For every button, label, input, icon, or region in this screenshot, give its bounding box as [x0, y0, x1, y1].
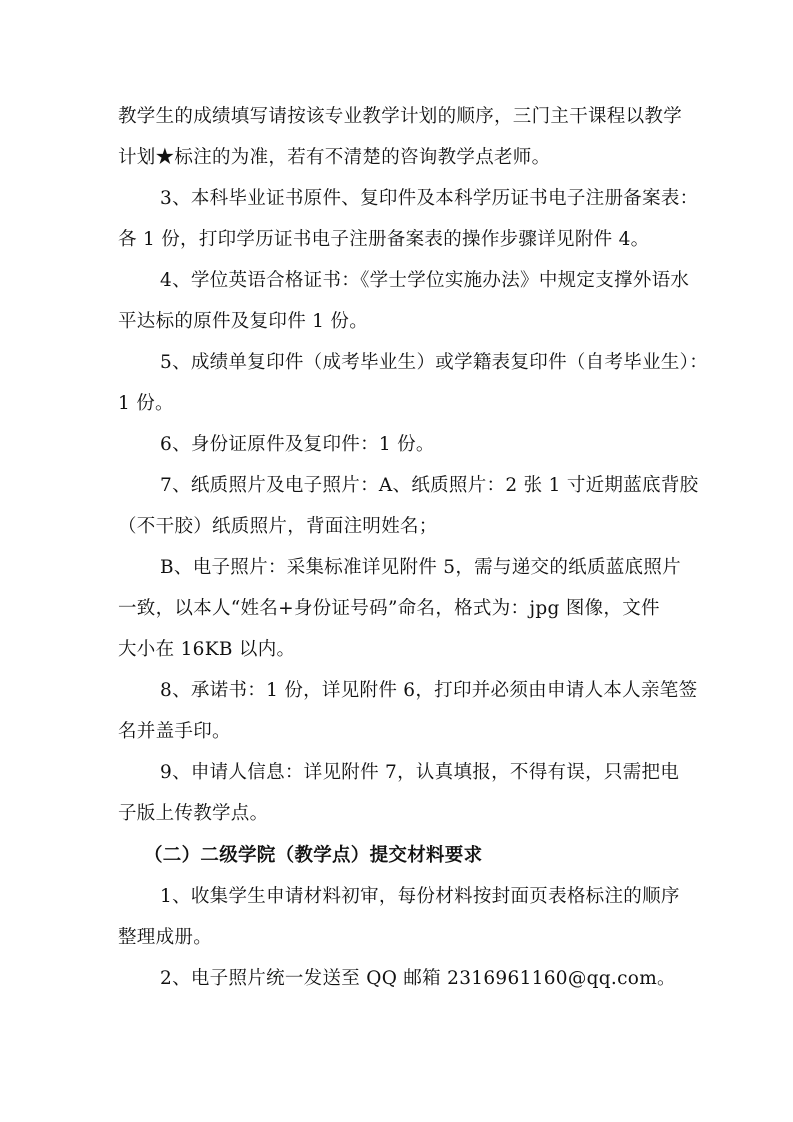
item-4-continuation: 平达标的原件及复印件 1 份。 — [118, 311, 369, 332]
item-4-english-certificate: 4、学位英语合格证书：《学士学位实施办法》中规定支撑外语水 — [160, 270, 690, 291]
section-heading-submission-requirements: （二）二级学院（教学点）提交材料要求 — [144, 845, 483, 866]
item-7-b-electronic-photo: B、电子照片：采集标准详见附件 5，需与递交的纸质蓝底照片 — [160, 557, 681, 578]
item-5-transcript: 5、成绩单复印件（成考毕业生）或学籍表复印件（自考毕业生）： — [160, 352, 709, 373]
text-line-star-marked-courses: 计划★标注的为准，若有不清楚的咨询教学点老师。 — [118, 147, 551, 168]
item-8-commitment: 8、承诺书：1 份，详见附件 6，打印并必须由申请人本人亲笔签 — [160, 680, 698, 701]
item-9-continuation: 子版上传教学点。 — [118, 803, 269, 824]
requirement-1-collect-materials: 1、收集学生申请材料初审，每份材料按封面页表格标注的顺序 — [160, 886, 680, 907]
item-8-continuation: 名并盖手印。 — [118, 721, 231, 742]
item-7-b-continuation-1: 一致，以本人“姓名+身份证号码”命名，格式为：jpg 图像，文件 — [118, 598, 660, 619]
item-6-id-card: 6、身份证原件及复印件：1 份。 — [160, 434, 435, 455]
item-5-continuation: 1 份。 — [118, 393, 174, 414]
item-7-photos: 7、纸质照片及电子照片：A、纸质照片：2 张 1 寸近期蓝底背胶 — [160, 475, 699, 496]
text-line-continuation-grades: 教学生的成绩填写请按该专业教学计划的顺序，三门主干课程以教学 — [118, 106, 683, 127]
item-7-continuation: （不干胶）纸质照片，背面注明姓名； — [118, 516, 438, 537]
item-3-degree-certificate: 3、本科毕业证书原件、复印件及本科学历证书电子注册备案表： — [160, 188, 699, 209]
item-7-b-continuation-2: 大小在 16KB 以内。 — [118, 639, 296, 660]
item-3-continuation: 各 1 份，打印学历证书电子注册备案表的操作步骤详见附件 4。 — [118, 229, 650, 250]
requirement-2-email-photos: 2、电子照片统一发送至 QQ 邮箱 2316961160@qq.com。 — [160, 968, 676, 989]
requirement-1-continuation: 整理成册。 — [118, 927, 213, 948]
item-9-applicant-info: 9、申请人信息：详见附件 7，认真填报，不得有误，只需把电 — [160, 762, 680, 783]
